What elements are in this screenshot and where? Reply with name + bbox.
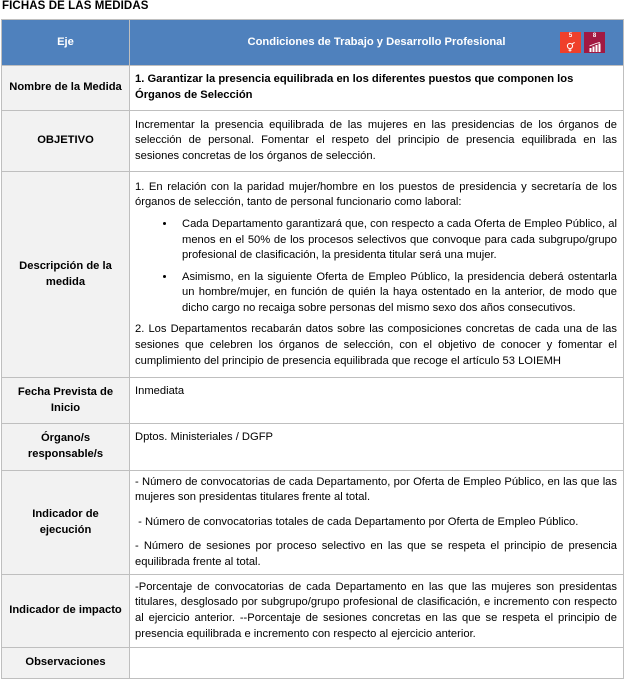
value-organo: Dptos. Ministeriales / DGFP	[130, 424, 624, 471]
sdg-icons	[560, 32, 605, 53]
value-indicador-ejecucion	[130, 471, 624, 575]
value-descripcion	[130, 172, 624, 378]
row-objetivo	[2, 111, 624, 172]
row-nombre	[2, 66, 624, 111]
header-row	[2, 20, 624, 66]
value-nombre: 1. Garantizar la presencia equilibrada en los diferentes puestos que componen los Órganos de Selección	[130, 66, 624, 111]
descripcion-intro: 1. En relación con la paridad mujer/hombre en los puestos de presidencia y secretaría de los órganos de selección, tanto de personal funcionario como laboral:	[135, 180, 617, 209]
row-indicador-ejecucion	[2, 471, 624, 575]
header-axis-title	[130, 20, 624, 66]
label-descripcion: Descripción de la medida	[2, 172, 130, 378]
measure-sheet-table	[1, 19, 624, 679]
row-indicador-impacto	[2, 575, 624, 648]
value-indicador-impacto: -Porcentaje de convocatorias de cada Departamento en las que las mujeres son presidentas titulares, desglosado por subgrupo/grupo profesional de clasificación, e incremento con respecto al ejercicio anterior. --Porcentaje de sesiones concretas en las que se respeta el principio de presencia equilibrada e incremento con respecto al ejercicio anterior.	[130, 575, 624, 648]
label-nombre: Nombre de la Medida	[2, 66, 130, 111]
growth-chart-icon: 8	[584, 32, 605, 53]
label-organo: Órgano/s responsable/s	[2, 424, 130, 471]
label-objetivo: OBJETIVO	[2, 111, 130, 172]
gender-equality-icon: 5	[560, 32, 581, 53]
value-fecha: Inmediata	[130, 378, 624, 424]
row-fecha	[2, 378, 624, 424]
page-title: FICHAS DE LAS MEDIDAS	[2, 0, 149, 12]
value-objetivo: Incrementar la presencia equilibrada de las mujeres en las presidencias de los órganos de selección de personal. Fomentar el respeto del principio de presencia equilibrada en las sesiones concretas de los órganos de selección.	[130, 111, 624, 172]
list-item: • Cada Departamento garantizará que, con respecto a cada Oferta de Empleo Público, al menos en el 50% de los procesos selectivos que convoque para cada subgrupo/grupo profesional de clasificación, la presidenta titular será una mujer.	[176, 217, 617, 264]
indicador-item: - Número de convocatorias de cada Departamento, por Oferta de Empleo Público, en las que las mujeres son presidentas titulares frente al total.	[135, 475, 617, 504]
indicador-item: - Número de convocatorias totales de cada Departamento por Oferta de Empleo Público.	[135, 515, 579, 528]
header-axis-title-text: Condiciones de Trabajo y Desarrollo Profesional	[247, 35, 506, 48]
label-fecha: Fecha Prevista de Inicio	[2, 378, 130, 424]
header-eje: Eje	[2, 20, 130, 66]
indicador-item: - Número de sesiones por proceso selectivo en las que se respeta el principio de presencia equilibrada frente al total.	[135, 540, 617, 568]
row-organo	[2, 424, 624, 471]
row-descripcion	[2, 172, 624, 378]
label-indicador-impacto: Indicador de impacto	[2, 575, 130, 648]
label-indicador-ejecucion: Indicador de ejecución	[2, 471, 130, 575]
list-item: • Asimismo, en la siguiente Oferta de Empleo Público, la presidencia deberá ostentarla un hombre/mujer, en función de quién la haya ostentado en la anterior, de modo que dicho cargo no recaiga sobre personas del mismo sexo dos años consecutivos.	[176, 270, 617, 317]
label-observaciones: Observaciones	[2, 648, 130, 679]
descripcion-outro: 2. Los Departamentos recabarán datos sobre las composiciones concretas de cada una de las sesiones que celebren los órganos de selección, con el objetivo de conocer y fomentar el cumplimiento del principio de presencia equilibrada que recoge el artículo 53 LOIEMH	[135, 323, 617, 367]
descripcion-bullets	[135, 217, 617, 317]
